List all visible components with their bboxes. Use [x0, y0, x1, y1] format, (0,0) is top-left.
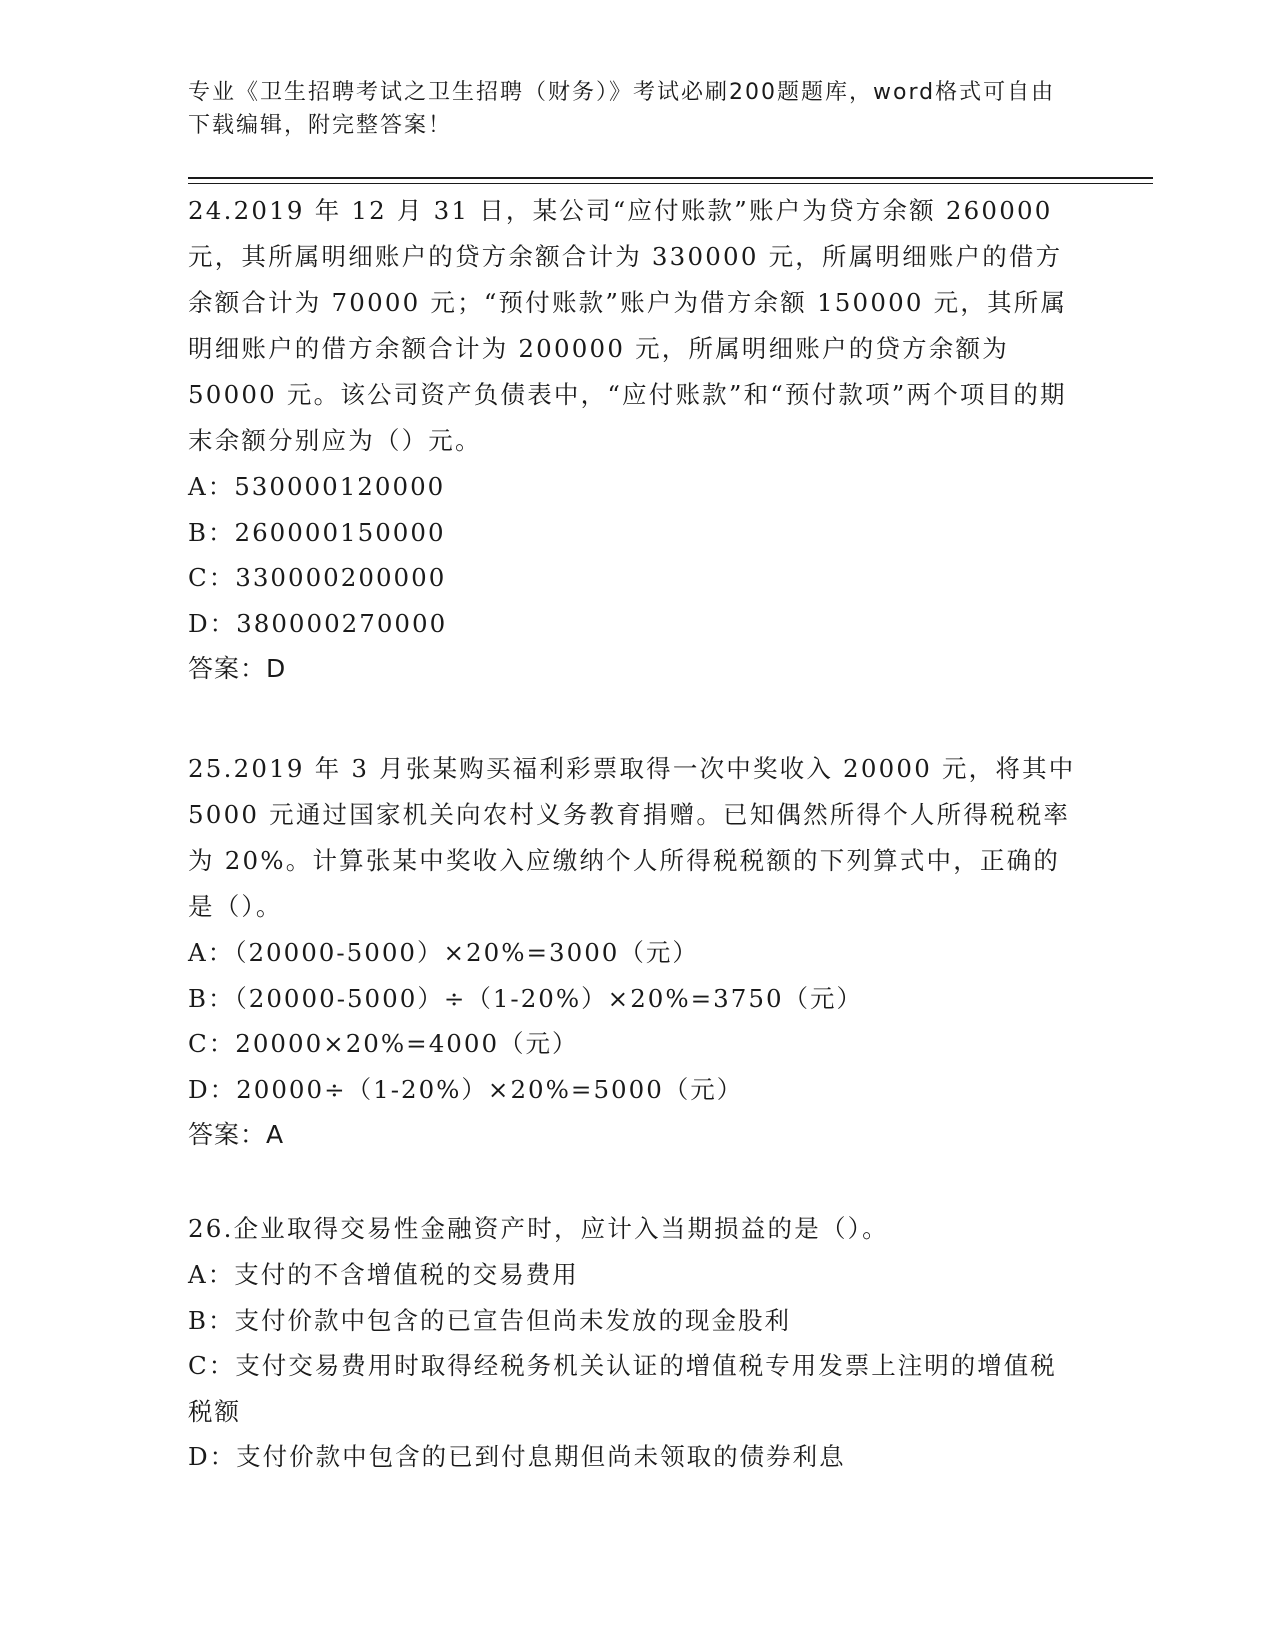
header-rule-thick [188, 177, 1153, 179]
page-header-title: 专业《卫生招聘考试之卫生招聘（财务）》考试必刷200题题库，word格式可自由下载编辑，附完整答案！ [188, 80, 1056, 138]
spacer [188, 692, 1078, 746]
option-b: B：（20000-5000）÷（1-20%）×20%=3750（元） [188, 983, 864, 1013]
question-list [188, 188, 1078, 1480]
answer-line: 答案：A [188, 1120, 285, 1149]
question-25 [188, 746, 1078, 1158]
option-a: A：支付的不含增值税的交易费用 [188, 1260, 579, 1289]
option-b: B：260000150000 [188, 517, 446, 547]
header-rule-thin [188, 183, 1153, 184]
spacer [188, 1158, 1078, 1206]
option-b: B：支付价款中包含的已宣告但尚未发放的现金股利 [188, 1305, 792, 1335]
answer-line: 答案：D [188, 654, 287, 683]
question-text: 26.企业取得交易性金融资产时，应计入当期损益的是（）。 [188, 1214, 889, 1243]
option-c: C：20000×20%=4000（元） [188, 1029, 579, 1058]
option-a: A：（20000-5000）×20%=3000（元） [188, 938, 699, 967]
question-26 [188, 1206, 1078, 1480]
question-text: 25.2019 年 3 月张某购买福利彩票取得一次中奖收入 20000 元，将其中 5000 元通过国家机关向农村义务教育捐赠。已知偶然所得个人所得税税率为 20%。计算张某中奖收入应缴纳个人所得税税额的下列算式中，正确的是（）。 [188, 754, 1076, 921]
option-d: D：380000270000 [188, 608, 448, 638]
question-24 [188, 188, 1078, 692]
option-d: D：20000÷（1-20%）×20%=5000（元） [188, 1074, 744, 1104]
option-d: D：支付价款中包含的已到付息期但尚未领取的债券利息 [188, 1442, 846, 1471]
question-text: 24.2019 年 12 月 31 日，某公司“应付账款”账户为贷方余额 260000 元，其所属明细账户的贷方余额合计为 330000 元，所属明细账户的借方余额合计为 70000 元；“预付账款”账户为借方余额 150000 元，其所属明细账户的借方余额合计为 200000 元，所属明细账户的贷方余额为 50000 元。该公司资产负债表中，“应付账款”和“预付款项”两个项目的期末余额分别应为（）元。 [188, 196, 1068, 455]
option-a: A：530000120000 [188, 472, 446, 501]
option-c: C：330000200000 [188, 563, 447, 592]
option-c: C：支付交易费用时取得经税务机关认证的增值税专用发票上注明的增值税税额 [188, 1351, 1057, 1426]
